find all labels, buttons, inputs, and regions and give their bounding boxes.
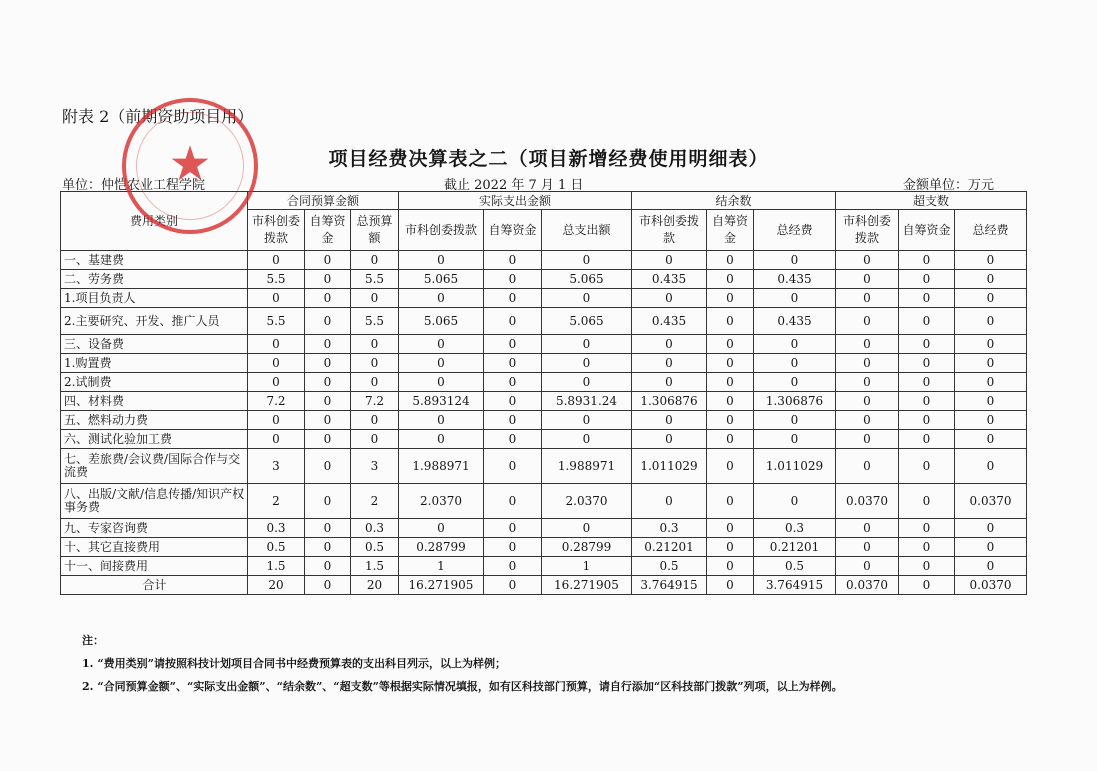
- col-surplus-city: 市科创委拨款: [632, 210, 707, 251]
- table-cell: 0: [955, 430, 1027, 449]
- table-row: [61, 335, 1027, 354]
- table-cell: 0: [836, 538, 899, 557]
- table-cell: 1: [399, 557, 484, 576]
- table-cell: 0.435: [754, 308, 836, 335]
- col-actual-total: 总支出额: [542, 210, 632, 251]
- table-cell: 5.065: [399, 270, 484, 289]
- table-cell: 0.3: [632, 519, 707, 538]
- table-cell: 0: [399, 335, 484, 354]
- table-cell: 0: [836, 335, 899, 354]
- table-cell: 0: [632, 373, 707, 392]
- table-row: [61, 576, 1027, 595]
- table-cell: 0: [707, 251, 754, 270]
- table-cell: 16.271905: [399, 576, 484, 595]
- table-cell: 0: [484, 308, 542, 335]
- table-row: [61, 519, 1027, 538]
- table-cell: 0: [351, 373, 399, 392]
- table-cell: 0: [836, 251, 899, 270]
- table-cell: 0: [399, 251, 484, 270]
- table-cell: 0: [399, 373, 484, 392]
- table-cell: 3: [248, 449, 305, 484]
- table-cell: 5.065: [399, 308, 484, 335]
- table-cell: 0: [351, 251, 399, 270]
- table-row: [61, 354, 1027, 373]
- table-cell: 0: [484, 557, 542, 576]
- table-cell: 0: [899, 519, 955, 538]
- table-cell: 0.3: [351, 519, 399, 538]
- table-cell: 0: [632, 289, 707, 308]
- category-header: 费用类别: [61, 192, 248, 251]
- row-label: 十、其它直接费用: [61, 538, 248, 557]
- table-cell: 0: [248, 335, 305, 354]
- col-over-city: 市科创委拨款: [836, 210, 899, 251]
- table-cell: 5.5: [248, 270, 305, 289]
- table-cell: 0: [542, 335, 632, 354]
- table-cell: 0.21201: [632, 538, 707, 557]
- table-cell: 0: [707, 392, 754, 411]
- note-item-1: 1. “费用类别”请按照科技计划项目合同书中经费预算表的支出科目列示，以上为样例；: [82, 657, 506, 670]
- table-cell: 0: [305, 373, 351, 392]
- table-cell: 2: [248, 484, 305, 519]
- currency-unit: 金额单位：万元: [903, 178, 995, 193]
- table-cell: 5.8931.24: [542, 392, 632, 411]
- table-cell: 0: [899, 430, 955, 449]
- table-cell: 0: [305, 335, 351, 354]
- row-label: 五、燃料动力费: [61, 411, 248, 430]
- table-cell: 0: [754, 335, 836, 354]
- table-cell: 20: [351, 576, 399, 595]
- table-cell: 0: [707, 373, 754, 392]
- table-cell: 0: [707, 430, 754, 449]
- table-cell: 0: [955, 335, 1027, 354]
- col-surplus-self: 自筹资金: [707, 210, 754, 251]
- group-header-budget: 合同预算金额: [248, 192, 399, 210]
- table-cell: 0: [707, 354, 754, 373]
- row-label: 八、出版/文献/信息传播/知识产权事务费: [61, 484, 248, 519]
- table-cell: 0: [632, 335, 707, 354]
- table-cell: 0: [836, 392, 899, 411]
- table-cell: 0: [351, 354, 399, 373]
- table-cell: 3.764915: [632, 576, 707, 595]
- table-cell: 0: [248, 411, 305, 430]
- table-cell: 5.5: [351, 270, 399, 289]
- table-cell: 0: [305, 519, 351, 538]
- table-cell: 0.435: [754, 270, 836, 289]
- table-cell: 0: [955, 538, 1027, 557]
- row-label: 九、专家咨询费: [61, 519, 248, 538]
- table-row: [61, 411, 1027, 430]
- table-cell: 0: [484, 576, 542, 595]
- table-cell: 0: [899, 576, 955, 595]
- unit-label: 单位：仲恺农业工程学院: [62, 178, 206, 193]
- table-cell: 0: [632, 411, 707, 430]
- table-cell: 0: [899, 557, 955, 576]
- table-cell: 0: [484, 449, 542, 484]
- table-cell: 0: [899, 270, 955, 289]
- table-cell: 0.435: [632, 308, 707, 335]
- table-cell: 0: [754, 373, 836, 392]
- table-cell: 0: [899, 308, 955, 335]
- table-cell: 0: [836, 557, 899, 576]
- table-cell: 0: [305, 270, 351, 289]
- table-cell: 2: [351, 484, 399, 519]
- table-cell: 0: [399, 411, 484, 430]
- table-cell: 0: [707, 289, 754, 308]
- table-cell: 5.893124: [399, 392, 484, 411]
- table-row: [61, 557, 1027, 576]
- table-cell: 0: [899, 484, 955, 519]
- table-cell: 0: [955, 557, 1027, 576]
- table-cell: 2.0370: [542, 484, 632, 519]
- table-cell: 7.2: [248, 392, 305, 411]
- table-cell: 0: [707, 270, 754, 289]
- table-cell: 0: [836, 519, 899, 538]
- col-budget-total: 总预算额: [351, 210, 399, 251]
- table-cell: 0: [305, 484, 351, 519]
- table-cell: 0: [836, 270, 899, 289]
- table-cell: 1.988971: [542, 449, 632, 484]
- table-row: [61, 449, 1027, 484]
- col-over-total: 总经费: [955, 210, 1027, 251]
- table-cell: 7.2: [351, 392, 399, 411]
- group-header-actual: 实际支出金额: [399, 192, 632, 210]
- row-label: 七、差旅费/会议费/国际合作与交流费: [61, 449, 248, 484]
- note-item-2: 2. “合同预算金额”、“实际支出金额”、“结余数”、“超支数”等根据实际情况填报，如有区科技部门预算，请自行添加“区科技部门拨款”列项，以上为样例。: [82, 680, 843, 693]
- table-cell: 0: [305, 538, 351, 557]
- table-cell: 0: [542, 251, 632, 270]
- table-cell: 0: [707, 484, 754, 519]
- table-cell: 0: [707, 308, 754, 335]
- table-cell: 0: [754, 354, 836, 373]
- table-cell: 0: [351, 335, 399, 354]
- group-header-surplus: 结余数: [632, 192, 836, 210]
- table-cell: 0: [484, 251, 542, 270]
- table-cell: 1.011029: [754, 449, 836, 484]
- table-cell: 1.5: [351, 557, 399, 576]
- row-label: 2.试制费: [61, 373, 248, 392]
- table-cell: 0: [836, 430, 899, 449]
- col-budget-self: 自筹资金: [305, 210, 351, 251]
- col-surplus-total: 总经费: [754, 210, 836, 251]
- table-cell: 0: [484, 373, 542, 392]
- as-of-date: 截止 2022 年 7 月 1 日: [444, 178, 584, 193]
- table-cell: 0: [707, 538, 754, 557]
- table-cell: 0: [305, 557, 351, 576]
- table-cell: 0: [305, 411, 351, 430]
- table-cell: 0: [836, 308, 899, 335]
- table-cell: 0: [899, 335, 955, 354]
- table-cell: 0: [484, 335, 542, 354]
- row-label: 十一、间接费用: [61, 557, 248, 576]
- table-cell: 0: [632, 251, 707, 270]
- group-header-row: [61, 192, 1027, 210]
- table-cell: 0: [836, 449, 899, 484]
- table-cell: 0: [351, 289, 399, 308]
- col-actual-city: 市科创委拨款: [399, 210, 484, 251]
- table-cell: 0: [955, 270, 1027, 289]
- table-cell: 0: [955, 519, 1027, 538]
- row-label: 三、设备费: [61, 335, 248, 354]
- table-cell: 0: [754, 289, 836, 308]
- table-cell: 0: [899, 411, 955, 430]
- table-cell: 0: [899, 538, 955, 557]
- table-cell: 5.065: [542, 270, 632, 289]
- table-cell: 0: [754, 430, 836, 449]
- table-cell: 1.306876: [632, 392, 707, 411]
- table-cell: 0.3: [754, 519, 836, 538]
- table-cell: 0: [955, 373, 1027, 392]
- table-cell: 16.271905: [542, 576, 632, 595]
- table-cell: 0.0370: [955, 576, 1027, 595]
- table-cell: 0: [399, 430, 484, 449]
- table-cell: 0: [542, 354, 632, 373]
- table-cell: 0: [542, 373, 632, 392]
- table-cell: 0: [542, 430, 632, 449]
- table-cell: 0: [707, 335, 754, 354]
- table-cell: 0: [955, 289, 1027, 308]
- table-cell: 3: [351, 449, 399, 484]
- seal-star-icon: ★: [168, 136, 212, 192]
- col-actual-self: 自筹资金: [484, 210, 542, 251]
- table-cell: 0: [754, 251, 836, 270]
- table-cell: 0: [484, 484, 542, 519]
- table-row: [61, 251, 1027, 270]
- table-cell: 0: [955, 392, 1027, 411]
- table-cell: 0: [707, 411, 754, 430]
- table-cell: 0: [836, 373, 899, 392]
- table-row: [61, 430, 1027, 449]
- table-cell: 0: [484, 392, 542, 411]
- table-cell: 0: [248, 289, 305, 308]
- table-cell: 1.5: [248, 557, 305, 576]
- table-cell: 0: [305, 308, 351, 335]
- table-cell: 3.764915: [754, 576, 836, 595]
- table-cell: 0: [305, 449, 351, 484]
- table-cell: 0: [542, 411, 632, 430]
- table-cell: 0: [305, 576, 351, 595]
- table-cell: 0: [899, 373, 955, 392]
- table-cell: 0: [836, 354, 899, 373]
- table-cell: 0: [484, 354, 542, 373]
- notes-heading: 注：: [82, 634, 104, 647]
- table-cell: 0: [899, 251, 955, 270]
- row-label: 一、基建费: [61, 251, 248, 270]
- table-cell: 0: [248, 354, 305, 373]
- table-cell: 0.435: [632, 270, 707, 289]
- table-cell: 0: [899, 392, 955, 411]
- table-cell: 0.5: [248, 538, 305, 557]
- table-cell: 0: [899, 449, 955, 484]
- table-cell: 0: [707, 519, 754, 538]
- table-cell: 0: [836, 411, 899, 430]
- table-cell: 0: [305, 430, 351, 449]
- table-cell: 0: [707, 557, 754, 576]
- table-cell: 0: [484, 289, 542, 308]
- table-cell: 0: [899, 289, 955, 308]
- col-budget-city: 市科创委拨款: [248, 210, 305, 251]
- row-label: 1.项目负责人: [61, 289, 248, 308]
- row-label: 二、劳务费: [61, 270, 248, 289]
- table-cell: 0: [484, 411, 542, 430]
- row-label: 2.主要研究、开发、推广人员: [61, 308, 248, 335]
- table-cell: 0: [305, 392, 351, 411]
- table-row: [61, 308, 1027, 335]
- table-cell: 0: [351, 430, 399, 449]
- table-cell: 0: [955, 308, 1027, 335]
- table-cell: 0: [248, 251, 305, 270]
- table-cell: 0: [484, 270, 542, 289]
- col-over-self: 自筹资金: [899, 210, 955, 251]
- table-cell: 0: [305, 289, 351, 308]
- table-cell: 0: [955, 449, 1027, 484]
- table-cell: 0: [305, 354, 351, 373]
- table-cell: 0: [542, 289, 632, 308]
- table-cell: 1.988971: [399, 449, 484, 484]
- table-cell: 2.0370: [399, 484, 484, 519]
- table-cell: 0: [484, 519, 542, 538]
- table-row: [61, 373, 1027, 392]
- table-cell: 0: [484, 430, 542, 449]
- table-cell: 0: [248, 430, 305, 449]
- table-cell: 0: [632, 430, 707, 449]
- row-label: 四、材料费: [61, 392, 248, 411]
- table-cell: 1: [542, 557, 632, 576]
- table-cell: 0.0370: [836, 484, 899, 519]
- expense-table: [60, 191, 1027, 595]
- table-cell: 0: [955, 251, 1027, 270]
- group-header-over: 超支数: [836, 192, 1027, 210]
- table-row: [61, 289, 1027, 308]
- table-cell: 0.21201: [754, 538, 836, 557]
- attachment-label: 附表 2（前期资助项目用）: [62, 107, 254, 126]
- table-cell: 0: [707, 576, 754, 595]
- table-cell: 0: [955, 411, 1027, 430]
- table-cell: 0.5: [632, 557, 707, 576]
- table-cell: 0: [248, 373, 305, 392]
- table-cell: 0: [632, 354, 707, 373]
- table-body: [61, 251, 1027, 595]
- table-cell: 0.5: [351, 538, 399, 557]
- table-cell: 0: [542, 519, 632, 538]
- table-cell: 0: [836, 289, 899, 308]
- table-cell: 0: [399, 354, 484, 373]
- table-row: [61, 484, 1027, 519]
- table-cell: 0: [754, 411, 836, 430]
- table-cell: 0.5: [754, 557, 836, 576]
- table-cell: 0.3: [248, 519, 305, 538]
- table-cell: 0: [632, 484, 707, 519]
- table-cell: 0: [484, 538, 542, 557]
- table-cell: 0: [351, 411, 399, 430]
- table-cell: 0.28799: [542, 538, 632, 557]
- table-cell: 1.011029: [632, 449, 707, 484]
- table-cell: 0: [399, 519, 484, 538]
- table-cell: 0: [399, 289, 484, 308]
- table-cell: 0.0370: [955, 484, 1027, 519]
- table-cell: 0: [707, 449, 754, 484]
- page-title: 项目经费决算表之二（项目新增经费使用明细表）: [328, 148, 769, 170]
- table-cell: 0: [754, 484, 836, 519]
- row-label: 合计: [61, 576, 248, 595]
- table-cell: 0.0370: [836, 576, 899, 595]
- table-cell: 1.306876: [754, 392, 836, 411]
- table-cell: 0.28799: [399, 538, 484, 557]
- table-row: [61, 392, 1027, 411]
- table-cell: 5.5: [351, 308, 399, 335]
- row-label: 1.购置费: [61, 354, 248, 373]
- table-row: [61, 538, 1027, 557]
- table-cell: 0: [899, 354, 955, 373]
- table-cell: 20: [248, 576, 305, 595]
- table-cell: 5.5: [248, 308, 305, 335]
- table-cell: 0: [955, 354, 1027, 373]
- row-label: 六、测试化验加工费: [61, 430, 248, 449]
- table-cell: 0: [305, 251, 351, 270]
- table-cell: 5.065: [542, 308, 632, 335]
- table-row: [61, 270, 1027, 289]
